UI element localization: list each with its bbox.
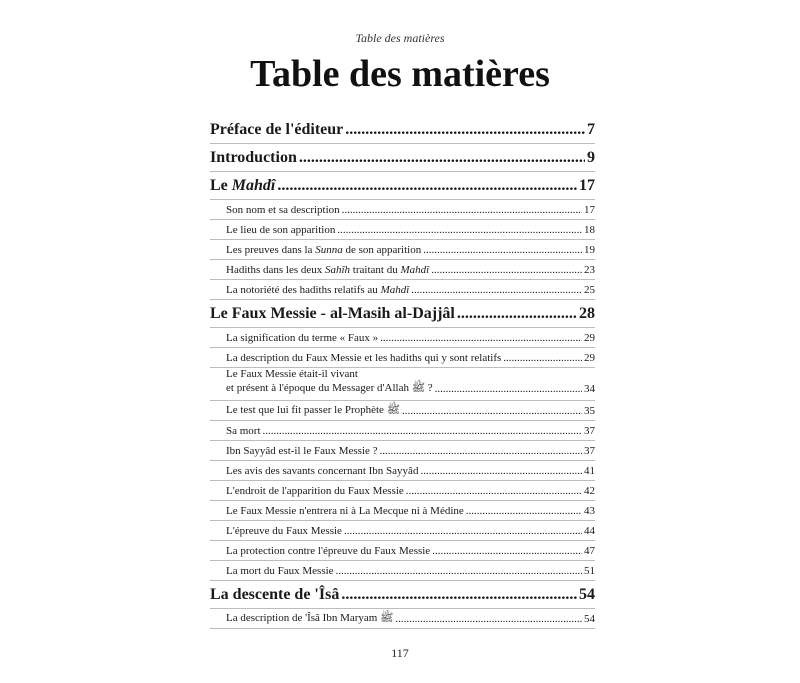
- toc-section-entry: [210, 421, 595, 441]
- toc-entry-title: La description du Faux Messie et les hadiths qui y sont relatifs: [226, 351, 502, 364]
- toc-chapter-entry: [210, 581, 595, 609]
- dot-leader: [423, 244, 582, 256]
- dot-leader: [277, 177, 577, 195]
- toc-page-number: 54: [584, 612, 595, 625]
- toc-section-entry: [210, 328, 595, 348]
- dot-leader: [341, 586, 577, 604]
- dot-leader: [406, 485, 582, 497]
- toc-entry-title: [226, 244, 421, 256]
- toc-entry-title: Le lieu de son apparition: [226, 223, 336, 236]
- toc-entry-title: La description de 'Îsâ Ibn Maryam ﷺ: [226, 611, 394, 624]
- toc-section-entry: [210, 441, 595, 461]
- toc-page-number: 35: [584, 404, 595, 417]
- toc-entry-title: Le test que lui fit passer le Prophète ﷺ: [226, 403, 400, 416]
- toc-page-number: 34: [584, 383, 595, 395]
- toc-entry-title: [210, 177, 275, 195]
- toc-section-entry: [210, 461, 595, 481]
- toc-page-number: 17: [584, 203, 595, 216]
- toc-entry-title: La mort du Faux Messie: [226, 564, 334, 577]
- toc-entry-title: Le Faux Messie n'entrera ni à La Mecque ni à Médine: [226, 504, 464, 517]
- toc-section-entry: [210, 368, 595, 401]
- toc-entry-title-line1: Le Faux Messie était-il vivant: [226, 368, 358, 380]
- toc-page-number: 51: [584, 564, 595, 577]
- dot-leader: [435, 383, 582, 395]
- running-head: Table des matières: [355, 31, 445, 45]
- toc-entry-title: La signification du terme « Faux »: [226, 331, 379, 344]
- toc-page-number: 47: [584, 544, 595, 557]
- dot-leader: [420, 465, 582, 477]
- toc-page-number: 9: [587, 149, 595, 166]
- toc-section-entry: [210, 501, 595, 521]
- toc-entry-title: La protection contre l'épreuve du Faux Messie: [226, 544, 431, 557]
- toc-entry-title: [226, 284, 409, 296]
- toc-entry-title: Introduction: [210, 149, 297, 166]
- toc-entry-title-line2: et présent à l'époque du Messager d'Allah ﷺ ?: [226, 382, 433, 394]
- toc-entry-italic-term: Mahdî: [231, 177, 276, 194]
- toc-page-number: 23: [584, 263, 595, 276]
- toc-page-number: 7: [587, 121, 595, 138]
- toc-chapter-entry: [210, 116, 595, 144]
- toc-entry-title: Préface de l'éditeur: [210, 121, 344, 138]
- toc-page-number: 28: [579, 305, 595, 322]
- toc-page-number: 25: [584, 283, 595, 296]
- table-of-contents: [210, 116, 595, 629]
- dot-leader: [380, 445, 582, 457]
- dot-leader: [466, 505, 582, 517]
- dot-leader: [344, 525, 582, 537]
- toc-section-entry: [210, 561, 595, 581]
- toc-entry-text-part: Le: [210, 177, 232, 194]
- dot-leader: [380, 332, 582, 344]
- toc-section-entry: [210, 240, 595, 260]
- toc-entry-title: Les avis des savants concernant Ibn Sayyâd: [226, 464, 419, 477]
- toc-page-number: 29: [584, 351, 595, 364]
- toc-section-entry: [210, 609, 595, 629]
- toc-entry-text-part: La notoriété des hadiths relatifs au: [226, 283, 381, 296]
- dot-leader: [263, 425, 582, 437]
- toc-page-number: 37: [584, 444, 595, 457]
- toc-entry-title: Ibn Sayyâd est-il le Faux Messie ?: [226, 444, 378, 457]
- toc-chapter-entry: [210, 300, 595, 328]
- dot-leader: [342, 204, 582, 216]
- dot-leader: [395, 613, 582, 625]
- toc-section-entry: [210, 541, 595, 561]
- toc-chapter-entry: [210, 172, 595, 200]
- toc-section-entry: [210, 401, 595, 421]
- toc-page-number: 41: [584, 464, 595, 477]
- toc-section-entry: [210, 521, 595, 541]
- toc-page-number: 17: [579, 177, 595, 194]
- dot-leader: [299, 149, 585, 167]
- toc-page-number: 19: [584, 243, 595, 256]
- dot-leader: [337, 224, 582, 236]
- dot-leader: [432, 545, 582, 557]
- toc-entry-italic-term: Sahîh: [324, 263, 351, 276]
- toc-entry-italic-term: Mahdî: [380, 283, 410, 296]
- toc-entry-title: Sa mort: [226, 424, 261, 437]
- toc-entry-title: L'épreuve du Faux Messie: [226, 524, 342, 537]
- page-title: Table des matières: [250, 53, 550, 95]
- toc-entry-title: [226, 368, 433, 395]
- toc-entry-text-part: de son apparition: [342, 243, 422, 256]
- toc-entry-text-part: Les preuves dans la: [226, 243, 316, 256]
- toc-entry-text-part: Hadiths dans les deux: [226, 263, 325, 276]
- page-number: 117: [391, 646, 409, 660]
- dot-leader: [503, 352, 582, 364]
- toc-page-number: 42: [584, 484, 595, 497]
- dot-leader: [345, 121, 585, 139]
- dot-leader: [402, 405, 582, 417]
- toc-entry-title: L'endroit de l'apparition du Faux Messie: [226, 484, 404, 497]
- toc-page-number: 18: [584, 223, 595, 236]
- dot-leader: [336, 565, 582, 577]
- toc-section-entry: [210, 220, 595, 240]
- toc-section-entry: [210, 280, 595, 300]
- dot-leader: [431, 264, 582, 276]
- toc-section-entry: [210, 260, 595, 280]
- toc-entry-italic-term: Sunna: [315, 243, 343, 256]
- toc-page-number: 37: [584, 424, 595, 437]
- toc-page-number: 44: [584, 524, 595, 537]
- toc-entry-title: [226, 264, 429, 276]
- toc-section-entry: [210, 348, 595, 368]
- dot-leader: [411, 284, 582, 296]
- toc-entry-title: La descente de 'Îsâ: [210, 586, 340, 603]
- toc-page-number: 29: [584, 331, 595, 344]
- toc-entry-title: Son nom et sa description: [226, 203, 340, 216]
- toc-entry-text-part: traitant du: [350, 263, 401, 276]
- toc-chapter-entry: [210, 144, 595, 172]
- toc-page-number: 43: [584, 504, 595, 517]
- toc-page-number: 54: [579, 586, 595, 603]
- toc-entry-italic-term: Mahdî: [400, 263, 430, 276]
- toc-section-entry: [210, 200, 595, 220]
- dot-leader: [457, 305, 577, 323]
- toc-entry-title: Le Faux Messie - al-Masih al-Dajjâl: [210, 305, 455, 322]
- toc-section-entry: [210, 481, 595, 501]
